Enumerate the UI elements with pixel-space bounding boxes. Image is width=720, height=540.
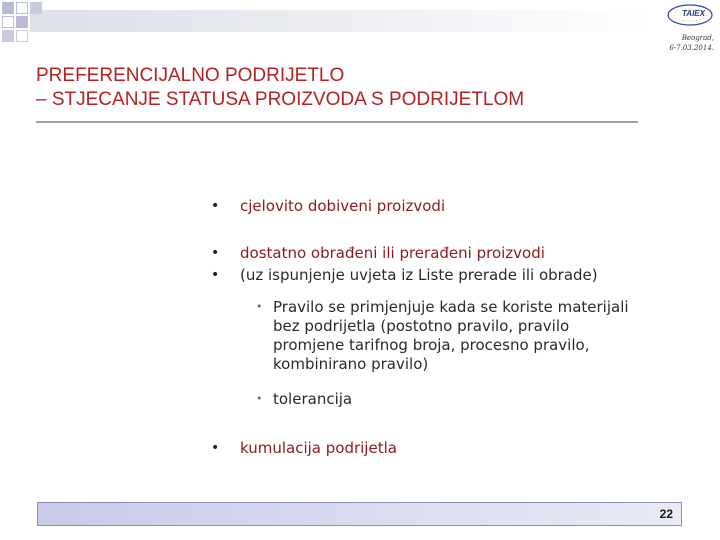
bullet-dot: • <box>211 267 220 283</box>
date-value: 6-7.03.2014. <box>669 44 714 52</box>
sub-bullet-line: bez podrijetla (postotno pravilo, pravilo <box>273 317 570 335</box>
sub-bullet-dot: • <box>256 392 263 405</box>
sub-bullet-line: Pravilo se primjenjuje kada se koriste materijali <box>273 298 629 316</box>
sub-bullet-item <box>273 298 629 374</box>
bullet-dot: • <box>211 245 220 261</box>
title-line-2: – STJECANJE STATUSA PROIZVODA S PODRIJETLOM <box>36 89 525 110</box>
page-number: 22 <box>659 507 673 521</box>
logo-text: TAIEX <box>682 9 705 18</box>
bullet-dot: • <box>211 198 220 214</box>
title-line-1: PREFERENCIJALNO PODRIJETLO <box>36 65 345 86</box>
bullet-item: dostatno obrađeni ili prerađeni proizvodi <box>240 244 545 262</box>
sub-bullet-line: promjene tarifnog broja, procesno pravilo, <box>273 336 590 354</box>
sub-bullet-line: kombinirano pravilo) <box>273 355 429 373</box>
date-city: Beograd, <box>681 34 714 42</box>
bullet-dot: • <box>211 440 220 456</box>
sub-bullet-dot: • <box>256 300 263 313</box>
bullet-item: kumulacija podrijetla <box>240 439 397 457</box>
footer-bar <box>37 502 682 526</box>
bullet-item: cjelovito dobiveni proizvodi <box>240 197 446 215</box>
bullet-item: (uz ispunjenje uvjeta iz Liste prerade ili obrade) <box>240 266 598 284</box>
sub-bullet-item: tolerancija <box>273 390 353 408</box>
